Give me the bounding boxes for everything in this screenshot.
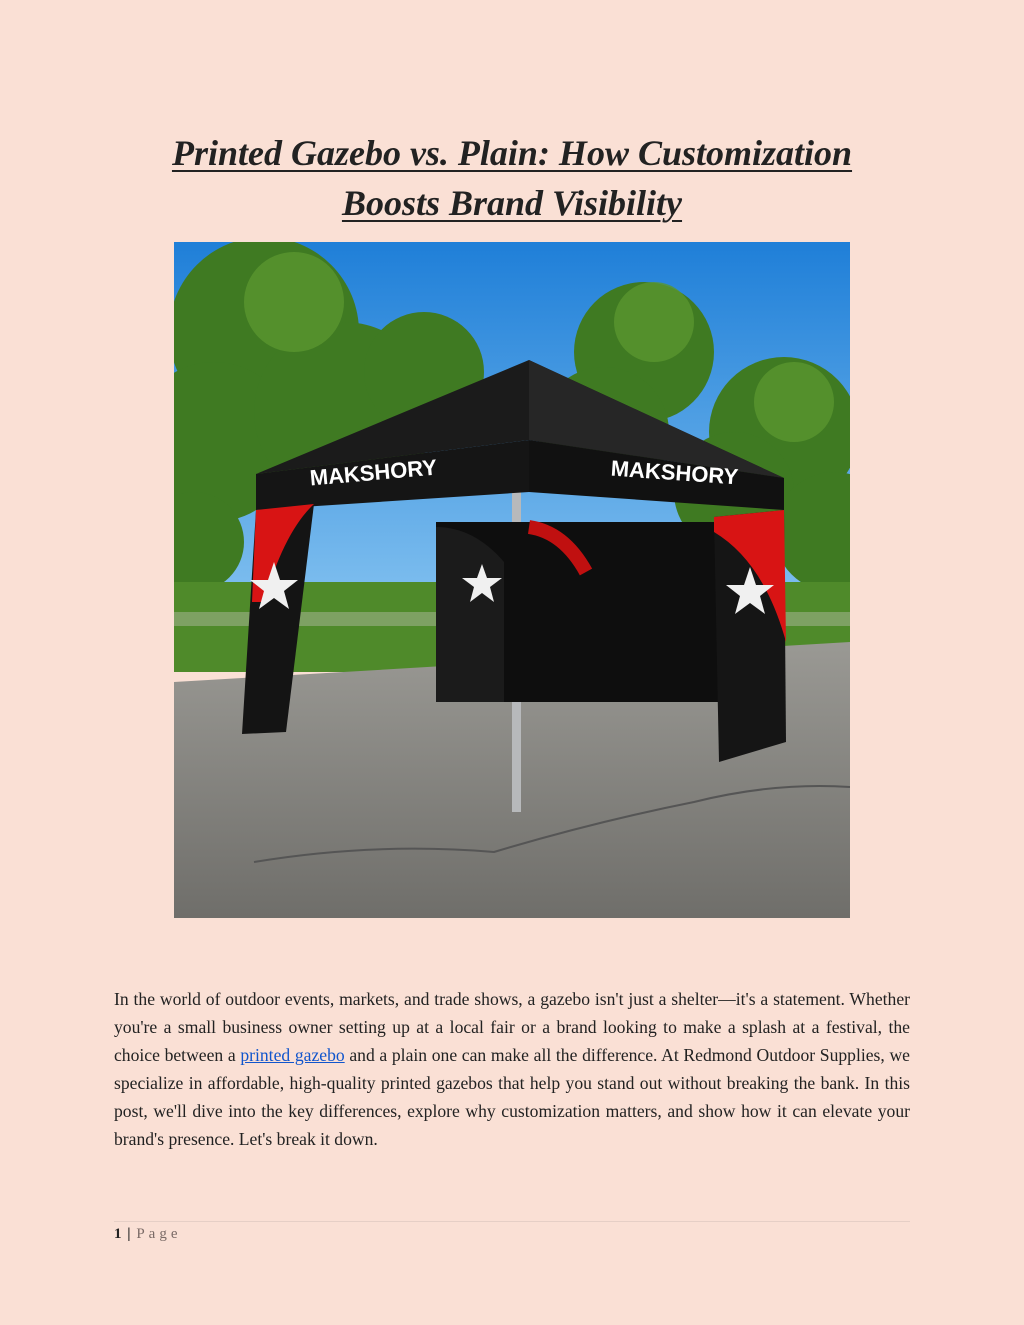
page-label: Page	[136, 1226, 182, 1242]
footer-divider	[114, 1221, 910, 1222]
footer-separator: |	[127, 1226, 132, 1242]
paragraph-text-before-link: In the world of outdoor events, markets, and trade shows, a gazebo isn't just a shelter—it's a statement. Whether you're a small business owner setting up at a local fair or a brand looking to make a splash at a festival, the choice between a	[114, 989, 910, 1065]
page-number: 1	[114, 1226, 123, 1242]
canopy-text-left: MAKSHORY	[308, 454, 438, 491]
title-line-1: Printed Gazebo vs. Plain: How Customization	[171, 133, 853, 173]
intro-paragraph	[114, 985, 910, 1153]
page-title	[0, 128, 1024, 228]
canopy-text-right: MAKSHORY	[610, 455, 740, 490]
printed-gazebo-link[interactable]: printed gazebo	[240, 1045, 345, 1065]
page-footer	[114, 1226, 181, 1243]
title-line-2: Boosts Brand Visibility	[341, 183, 683, 223]
paragraph-text-after-link: and a plain one can make all the difference. At Redmond Outdoor Supplies, we specialize in affordable, high-quality printed gazebos that help you stand out without breaking the bank. In this post, we'll dive into the key differences, explore why customization matters, and show how it can elevate your brand's presence. Let's break it down.	[114, 1045, 910, 1149]
gazebo-photo	[174, 242, 850, 918]
